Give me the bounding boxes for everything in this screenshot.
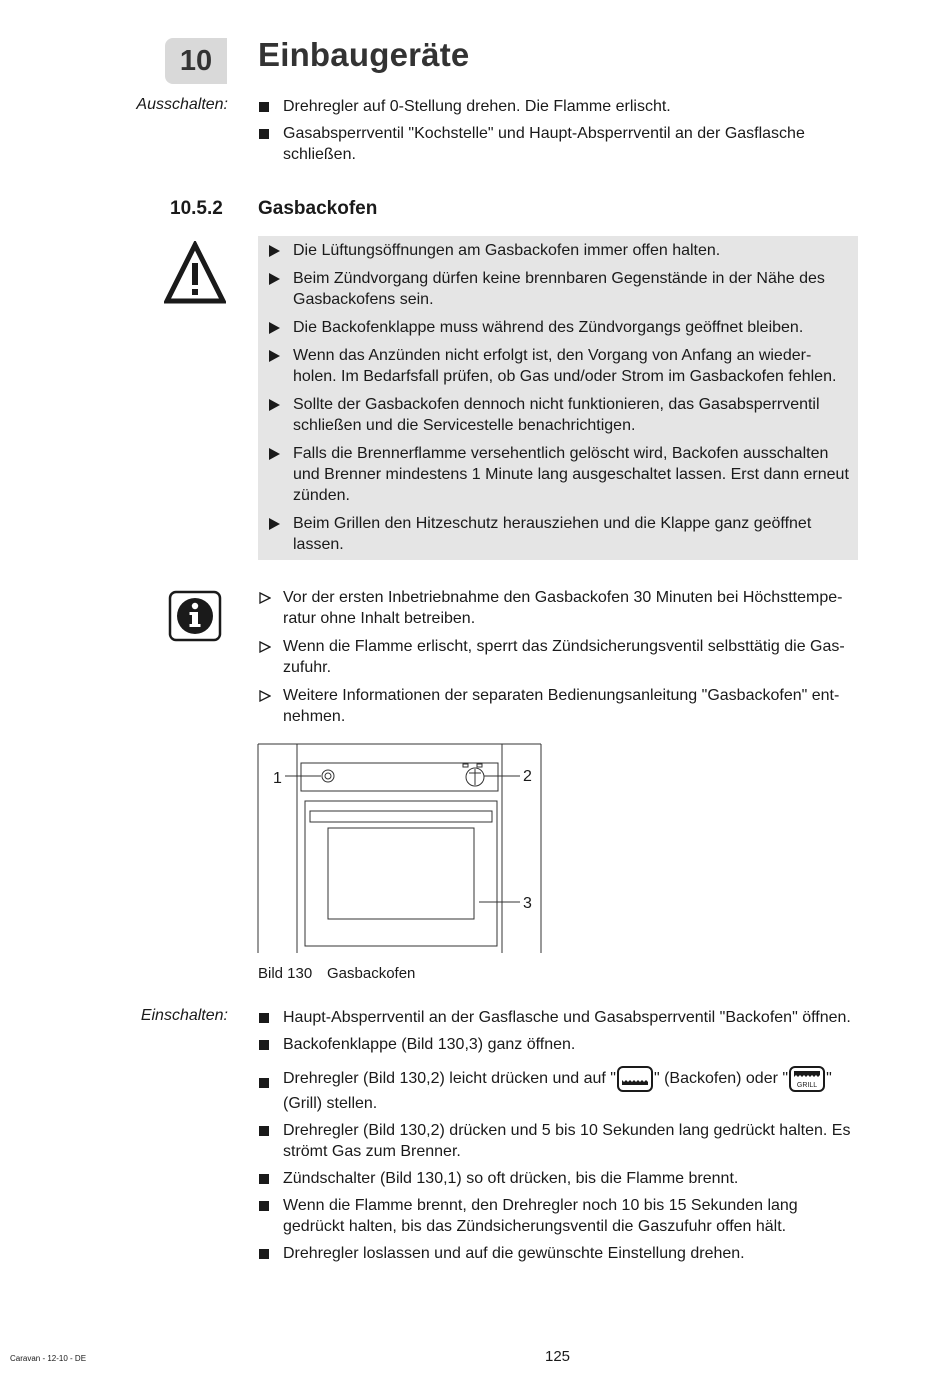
figure-label-2: 2 <box>523 768 532 785</box>
list-item: Die Lüftungsöffnungen am Gasbackofen immer offen halten. <box>268 240 853 261</box>
section-title: Gasbackofen <box>258 198 378 219</box>
info-icon <box>168 590 222 642</box>
section-number: 10.5.2 <box>170 198 223 219</box>
list-item: Haupt-Absperrventil an der Gasflasche und Gasabsperrventil "Backofen" öffnen. <box>258 1007 858 1028</box>
arrow-bullet-icon <box>269 399 280 411</box>
bullet-square-icon <box>259 1174 269 1184</box>
list-item: Beim Zündvorgang dürfen keine brennbaren Gegenstände in der Nähe des Gasbackofens sein. <box>268 268 853 310</box>
chapter-title: Einbaugeräte <box>258 36 470 73</box>
list-item: Wenn das Anzünden nicht erfolgt ist, den Vorgang von Anfang an wieder-holen. Im Bedarfsfall prüfen, ob Gas und/oder Strom im Gasbackofen fehlen. <box>268 345 853 387</box>
list-item: Falls die Brennerflamme versehentlich gelöscht wird, Backofen ausschalten und Brenner mindestens 1 Minute lang ausgeschaltet lassen. Erst dann erneut zünden. <box>268 443 853 506</box>
grill-symbol-text: GRILL <box>796 1082 818 1089</box>
figure-caption-number: Bild 130 <box>258 965 313 982</box>
info-list <box>258 587 858 734</box>
outline-arrow-bullet-icon <box>259 592 271 604</box>
chapter-number-box <box>165 38 227 84</box>
figure-label-1: 1 <box>273 770 282 787</box>
list-item: Drehregler loslassen und auf die gewünschte Einstellung drehen. <box>258 1243 858 1264</box>
bullet-square-icon <box>259 129 269 139</box>
ausschalten-label: Ausschalten: <box>136 96 228 113</box>
list-item: Drehregler auf 0-Stellung drehen. Die Flamme erlischt. <box>258 96 858 117</box>
list-item: Weitere Informationen der separaten Bedienungsanleitung "Gasbackofen" ent-nehmen. <box>258 685 858 727</box>
ausschalten-list <box>258 96 858 171</box>
grill-mode-icon <box>788 1065 826 1093</box>
list-item: Gasabsperrventil "Kochstelle" und Haupt-Absperrventil an der Gasflasche schließen. <box>258 123 858 165</box>
bullet-square-icon <box>259 1013 269 1023</box>
arrow-bullet-icon <box>269 518 280 530</box>
list-item: Die Backofenklappe muss während des Zündvorgangs geöffnet bleiben. <box>268 317 853 338</box>
outline-arrow-bullet-icon <box>259 690 271 702</box>
warning-triangle-icon <box>164 241 226 305</box>
figure-caption-text: Gasbackofen <box>327 965 416 982</box>
footer-doc-id: Caravan - 12-10 - DE <box>10 1354 87 1363</box>
list-item: Beim Grillen den Hitzeschutz herausziehen und die Klappe ganz geöffnet lassen. <box>268 513 853 555</box>
list-item: Sollte der Gasbackofen dennoch nicht funktionieren, das Gasabsperrventil schließen und die Servicestelle benachrichtigen. <box>268 394 853 436</box>
list-item: Drehregler (Bild 130,2) leicht drücken und auf " " (Backofen) oder " GRILL " (Grill) stellen. <box>258 1065 858 1114</box>
bullet-square-icon <box>259 1040 269 1050</box>
arrow-bullet-icon <box>269 245 280 257</box>
list-item: Drehregler (Bild 130,2) drücken und 5 bis 10 Sekunden lang gedrückt halten. Es strömt Gas zum Brenner. <box>258 1120 858 1162</box>
bullet-square-icon <box>259 102 269 112</box>
oven-figure <box>255 743 545 955</box>
arrow-bullet-icon <box>269 448 280 460</box>
figure-caption <box>258 965 415 982</box>
arrow-bullet-icon <box>269 350 280 362</box>
bullet-square-icon <box>259 1126 269 1136</box>
figure-label-3: 3 <box>523 895 532 912</box>
list-item: Zündschalter (Bild 130,1) so oft drücken, bis die Flamme brennt. <box>258 1168 858 1189</box>
oven-mode-icon <box>616 1065 654 1093</box>
outline-arrow-bullet-icon <box>259 641 271 653</box>
page-number: 125 <box>545 1348 571 1365</box>
bullet-square-icon <box>259 1249 269 1259</box>
bullet-square-icon <box>259 1201 269 1211</box>
list-item: Wenn die Flamme erlischt, sperrt das Zündsicherungsventil selbsttätig die Gas-zufuhr. <box>258 636 858 678</box>
chapter-number: 10 <box>179 44 213 77</box>
einschalten-label: Einschalten: <box>140 1007 228 1024</box>
einschalten-list <box>258 1007 858 1270</box>
list-item: Backofenklappe (Bild 130,3) ganz öffnen. <box>258 1034 858 1055</box>
list-item: Wenn die Flamme brennt, den Drehregler noch 10 bis 15 Sekunden lang gedrückt halten, bis das Zündsicherungsventil die Gaszufuhr offen hält. <box>258 1195 858 1237</box>
bullet-square-icon <box>259 1078 269 1088</box>
list-item: Vor der ersten Inbetriebnahme den Gasbackofen 30 Minuten bei Höchsttempe-ratur ohne Inhalt betreiben. <box>258 587 858 629</box>
arrow-bullet-icon <box>269 273 280 285</box>
arrow-bullet-icon <box>269 322 280 334</box>
warning-list <box>268 240 853 562</box>
